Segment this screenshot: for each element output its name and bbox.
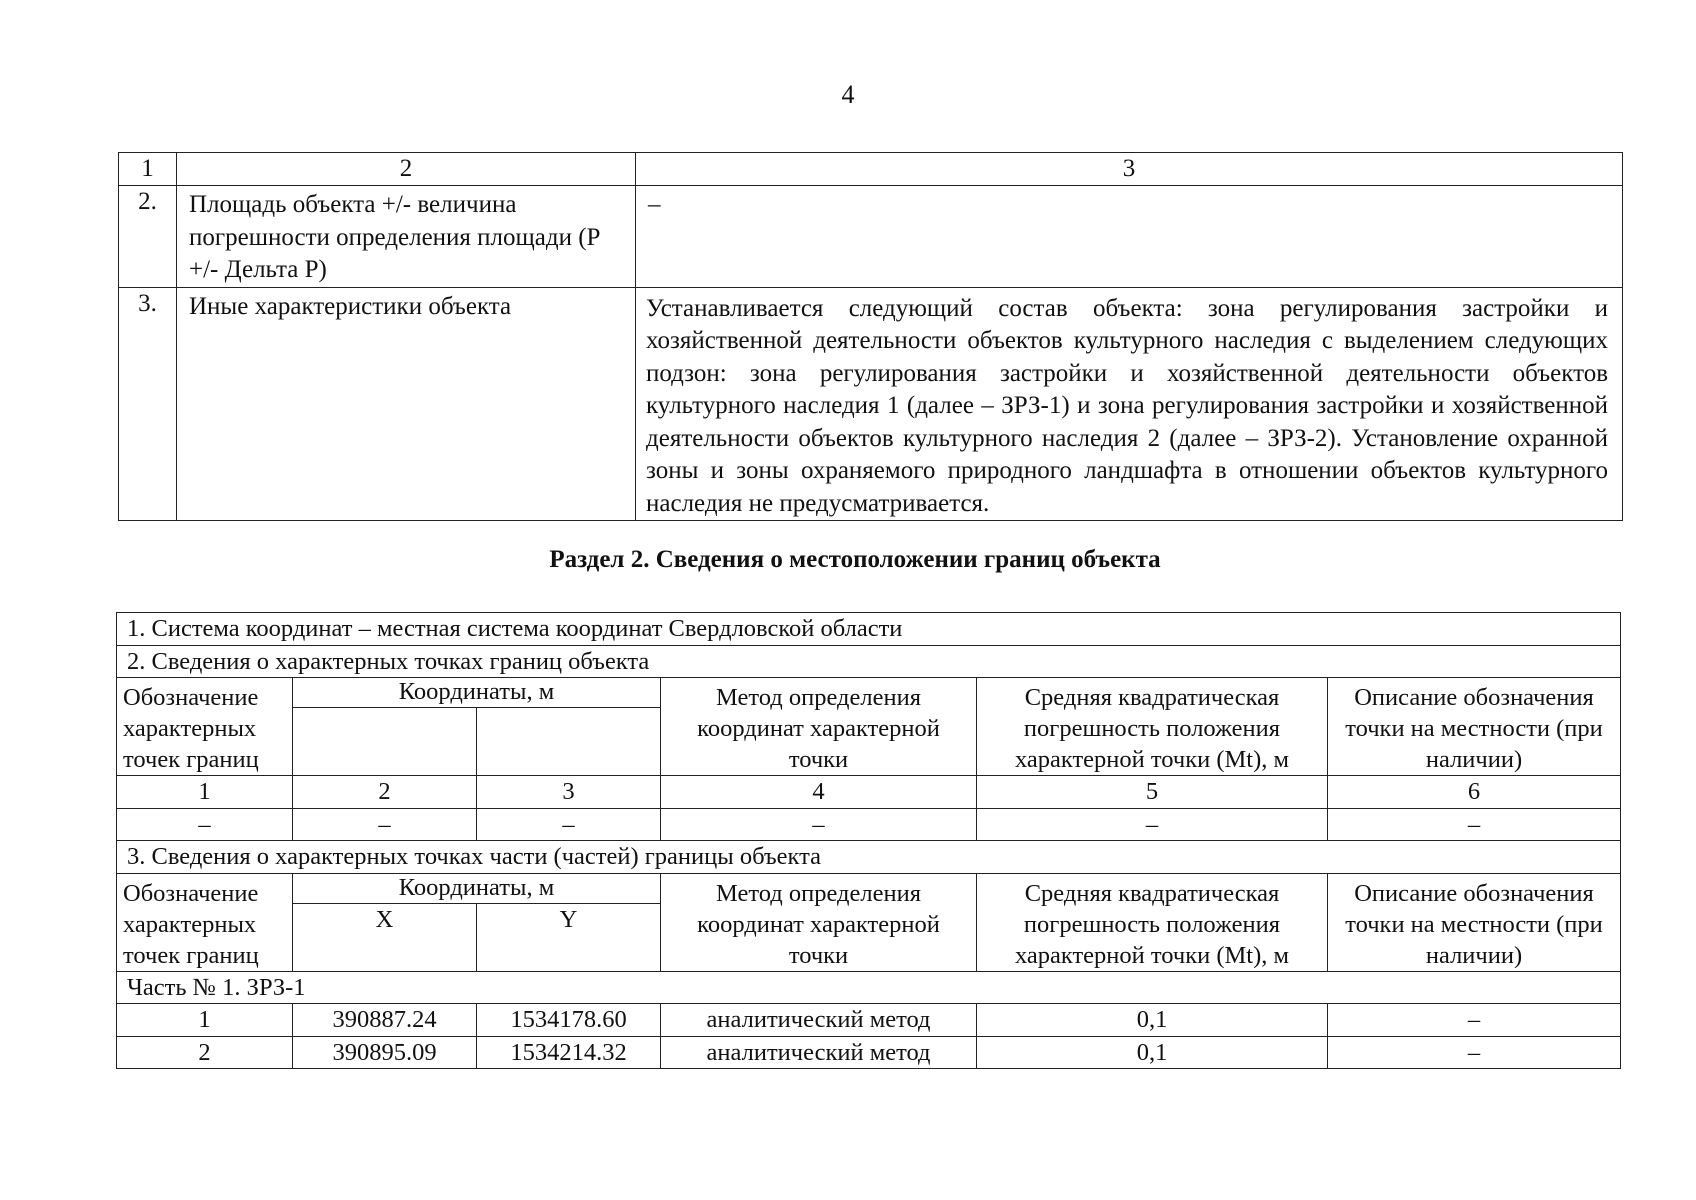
boundary-coordinates-table: [116, 612, 1621, 1069]
column-header-row: [117, 678, 1621, 708]
header-cell: 2: [177, 153, 636, 186]
column-numbers-row: [117, 776, 1621, 809]
row-value: –: [636, 186, 1623, 288]
page-number: 4: [841, 80, 855, 109]
header-cell: 1: [119, 153, 177, 186]
object-characteristics-table: [118, 152, 1623, 521]
point-method: аналитический метод: [661, 1004, 977, 1037]
column-number: 6: [1328, 776, 1621, 809]
point-number: 1: [117, 1004, 293, 1037]
method-header: Метод определения координат характерной точки: [661, 678, 977, 776]
point-x: 390895.09: [293, 1036, 477, 1069]
point-mt: 0,1: [977, 1036, 1328, 1069]
x-header-empty: [293, 708, 477, 776]
empty-cell: –: [661, 808, 977, 841]
row-value: Устанавливается следующий состав объекта: зона регулирования застройки и хозяйственной деятельности объектов культурного наследия с выделением следующих подзон: зона регулирования застройки и хозяйственной деятельности объектов культурного наследия 1 (далее – ЗРЗ-1) и зона регулирования застройки и хозяйственной деятельности объектов культурного наследия 2 (далее – ЗРЗ-2). Установление охранной зоны и зоны охраняемого природного ландшафта в отношении объектов культурного наследия не предусматривается.: [636, 287, 1623, 521]
coords-header: Координаты, м: [293, 678, 661, 708]
coord-system-text: 1. Система координат – местная система координат Свердловской области: [117, 613, 1621, 646]
table-row: [117, 1036, 1621, 1069]
method-header: Метод определения координат характерной точки: [661, 873, 977, 971]
table-header-row: [119, 153, 1623, 186]
table-row: [117, 1004, 1621, 1037]
column-header-row: [117, 873, 1621, 903]
section3-title: 3. Сведения о характерных точках части (частей) границы объекта: [117, 841, 1621, 874]
description-header: Описание обозначения точки на местности (при наличии): [1328, 873, 1621, 971]
column-number: 4: [661, 776, 977, 809]
header-cell: 3: [636, 153, 1623, 186]
point-y: 1534178.60: [477, 1004, 661, 1037]
row-label: Иные характеристики объекта: [177, 287, 636, 521]
y-header: Y: [477, 903, 661, 971]
row-number: 2.: [119, 186, 177, 288]
point-number: 2: [117, 1036, 293, 1069]
coord-system-row: [117, 613, 1621, 646]
point-method: аналитический метод: [661, 1036, 977, 1069]
coords-header: Координаты, м: [293, 873, 661, 903]
empty-cell: –: [117, 808, 293, 841]
error-header: Средняя квадратическая погрешность положения характерной точки (Mt), м: [977, 678, 1328, 776]
empty-cell: –: [977, 808, 1328, 841]
x-header: X: [293, 903, 477, 971]
designation-header: Обозначение характерных точек границ: [117, 873, 293, 971]
part-row: [117, 971, 1621, 1004]
table-row: [119, 186, 1623, 288]
error-header: Средняя квадратическая погрешность положения характерной точки (Mt), м: [977, 873, 1328, 971]
table-row: [119, 287, 1623, 521]
row-number: 3.: [119, 287, 177, 521]
column-number: 1: [117, 776, 293, 809]
point-description: –: [1328, 1004, 1621, 1037]
section-title: Раздел 2. Сведения о местоположении границ объекта: [549, 546, 1161, 573]
point-mt: 0,1: [977, 1004, 1328, 1037]
row-label: Площадь объекта +/- величина погрешности определения площади (Р +/- Дельта Р): [177, 186, 636, 288]
column-number: 5: [977, 776, 1328, 809]
section2-title: 2. Сведения о характерных точках границ объекта: [117, 645, 1621, 678]
designation-header: Обозначение характерных точек границ: [117, 678, 293, 776]
empty-data-row: [117, 808, 1621, 841]
section-row: [117, 645, 1621, 678]
column-number: 2: [293, 776, 477, 809]
point-x: 390887.24: [293, 1004, 477, 1037]
empty-cell: –: [477, 808, 661, 841]
description-header: Описание обозначения точки на местности (при наличии): [1328, 678, 1621, 776]
empty-cell: –: [293, 808, 477, 841]
column-number: 3: [477, 776, 661, 809]
point-description: –: [1328, 1036, 1621, 1069]
section-row: [117, 841, 1621, 874]
point-y: 1534214.32: [477, 1036, 661, 1069]
y-header-empty: [477, 708, 661, 776]
part-title: Часть № 1. ЗРЗ-1: [117, 971, 1621, 1004]
empty-cell: –: [1328, 808, 1621, 841]
